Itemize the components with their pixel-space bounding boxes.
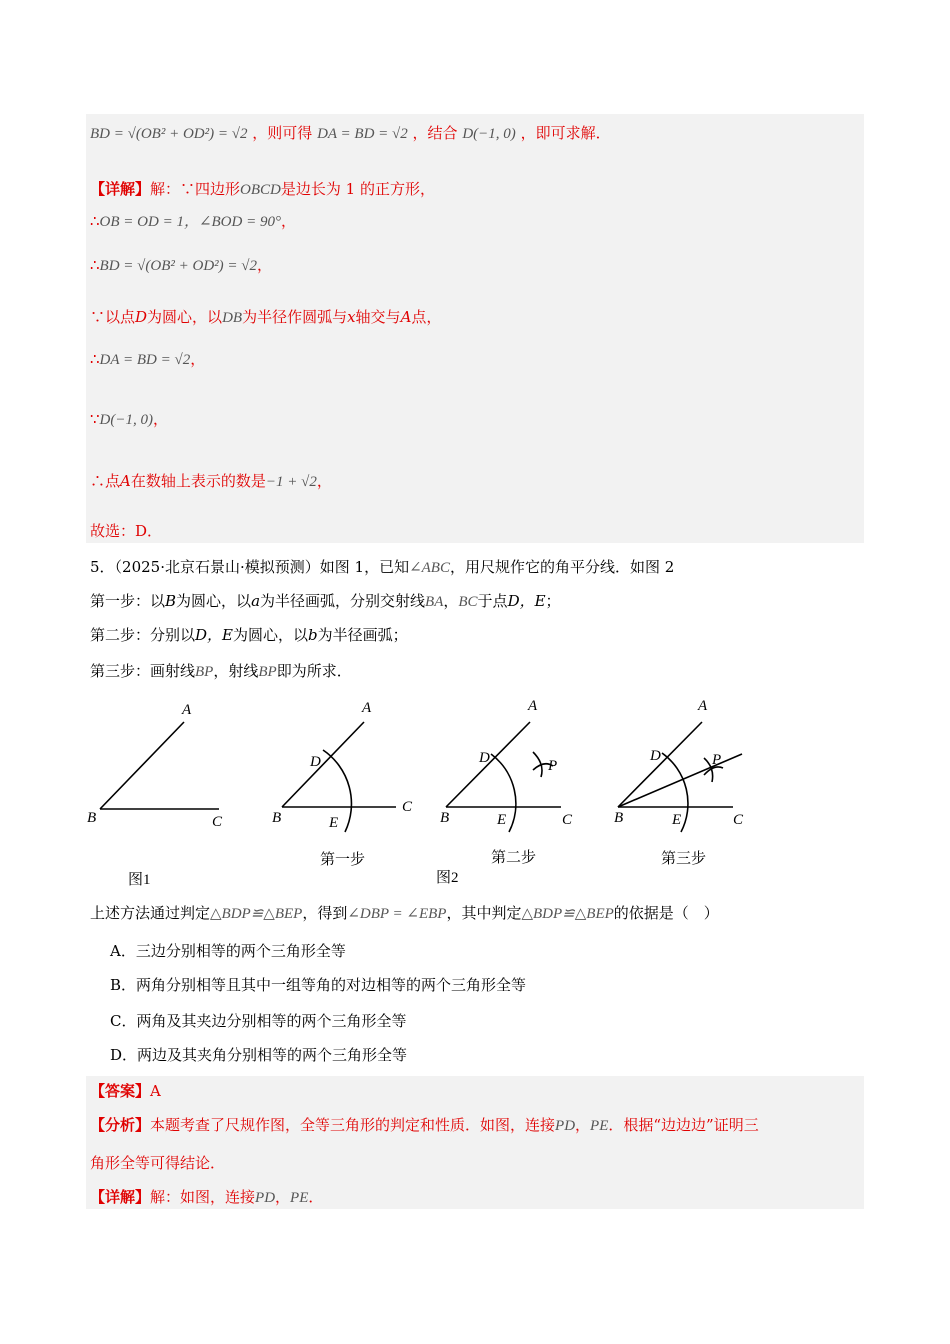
detail-label: 【详解】 (90, 180, 151, 198)
step3-ray-ba (618, 722, 702, 807)
step3-label-d: D (650, 748, 661, 764)
step2-label-c: C (562, 812, 573, 828)
answer-value: A (150, 1082, 161, 1100)
detail-step2: ∴BD = √(OB² + OD²) = √2， (90, 256, 273, 274)
step3-ray-bp (618, 754, 742, 807)
step1-label-b: B (272, 810, 282, 826)
step2-label-b: B (440, 810, 450, 826)
analysis-line-1: 【分析】本题考查了尺规作图，全等三角形的判定和性质．如图，连接PD，PE．根据“边边边”证明三 (90, 1116, 759, 1134)
analysis-line-2: 角形全等可得结论． (90, 1154, 226, 1172)
option-a[interactable]: A．三边分别相等的两个三角形全等 (110, 942, 346, 960)
step-caption-1: 第一步 (320, 852, 366, 868)
detail-step3: ∵以点D为圆心，以DB为半径作圆弧与x轴交与A点， (90, 308, 442, 326)
detail-step6: ∴点A在数轴上表示的数是−1 + √2， (90, 472, 332, 490)
detail-step5: ∵D(−1, 0)， (90, 410, 169, 428)
step2-label-a: A (528, 698, 538, 714)
detail-intro-line: 【详解】解：∵四边形OBCD是边长为 1 的正方形， (90, 180, 435, 198)
fig1-label-c: C (212, 814, 223, 830)
answer-detail-label: 【详解】 (90, 1188, 151, 1206)
step3-label-b: B (614, 810, 624, 826)
question-step1: 第一步：以B为圆心，以a为半径画弧，分别交射线BA，BC于点D，E； (90, 592, 561, 610)
question-stem: 上述方法通过判定△BDP≌△BEP，得到∠DBP = ∠EBP，其中判定△BDP≌△BEP的依据是（ ） (90, 904, 719, 922)
step1-ray-ba (282, 722, 364, 807)
answer-detail-line: 【详解】解：如图，连接PD，PE． (90, 1188, 324, 1206)
option-d[interactable]: D．两边及其夹角分别相等的两个三角形全等 (110, 1046, 408, 1064)
step2-label-d: D (479, 750, 490, 766)
step3-label-c: C (733, 812, 744, 828)
detail-step4: ∴DA = BD = √2， (90, 350, 206, 368)
answer-label: 【答案】 (90, 1082, 151, 1100)
answer-line (90, 1080, 161, 1102)
analysis-label: 【分析】 (90, 1116, 151, 1134)
step-caption-3: 第三步 (661, 851, 707, 867)
step2-label-e: E (497, 812, 507, 828)
fig-caption-1: 图1 (128, 872, 151, 888)
detail-step1: ∴OB = OD = 1，∠BOD = 90°， (90, 212, 296, 230)
step-caption-2: 第二步 (491, 850, 537, 866)
option-b[interactable]: B．两角分别相等且其中一组等角的对边相等的两个三角形全等 (110, 976, 527, 994)
step3-cross-arc-2 (704, 767, 723, 775)
question-number: 5． (90, 558, 115, 576)
step2-label-p: P (548, 758, 558, 774)
question-step3: 第三步：画射线BP，射线BP即为所求． (90, 662, 352, 680)
hint-tail-line: BD = √(OB² + OD²) = √2 ，则可得 DA = BD = √2 ，结合 D(−1, 0) ，即可求解． (90, 124, 611, 142)
step3-label-a: A (698, 698, 708, 714)
conclusion: 故选：D． (90, 522, 163, 540)
hint-expr: BD = √(OB² + OD²) = √2 (90, 126, 248, 142)
step1-label-d: D (310, 754, 321, 770)
fig-caption-2: 图2 (436, 870, 459, 886)
step1-label-a: A (362, 700, 372, 716)
step1-label-e: E (329, 815, 339, 831)
step1-label-c: C (402, 799, 413, 815)
question-step2: 第二步：分别以D，E为圆心，以b为半径画弧； (90, 626, 408, 644)
fig1-label-b: B (87, 810, 97, 826)
step3-label-e: E (672, 812, 682, 828)
step3-label-p: P (712, 752, 722, 768)
angle-bisector-figure (0, 690, 950, 890)
question-intro: 5．（2025·北京石景山·模拟预测）如图 1，已知∠ABC，用尺规作它的角平分线．如图 2 (90, 558, 675, 576)
fig1-label-a: A (182, 702, 192, 718)
option-c[interactable]: C．两角及其夹边分别相等的两个三角形全等 (110, 1012, 407, 1030)
fig1-ray-ba (100, 722, 184, 809)
